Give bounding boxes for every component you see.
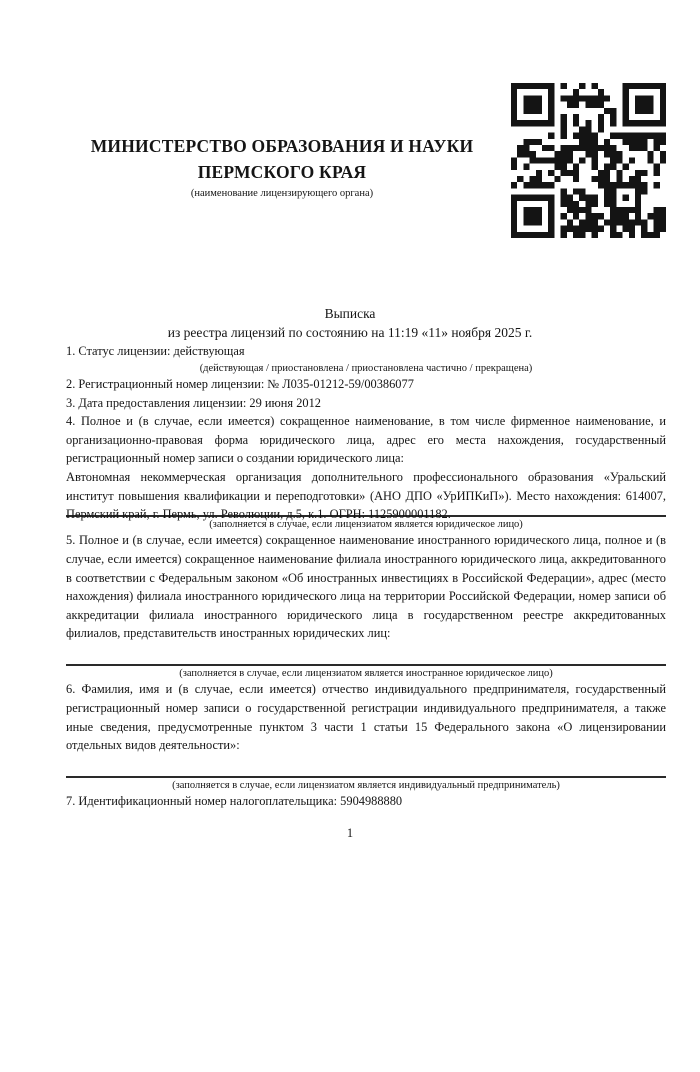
qr-code [511, 83, 666, 238]
item-7-taxpayer-number: 7. Идентификационный номер налогоплательщика: 5904988880 [66, 794, 403, 809]
ministry-caption: (наименование лицензирующего органа) [190, 188, 374, 199]
item-1-caption: (действующая / приостановлена / приостановлена частично / прекращена) [199, 362, 533, 374]
item-6-field-line [66, 776, 666, 778]
document-title [50, 304, 650, 342]
item-3-grant-date: 3. Дата предоставления лицензии: 29 июня 2012 [66, 395, 322, 410]
title-line2: из реестра лицензий по состоянию на 11:19 «11» ноября 2025 г. [167, 325, 533, 340]
item-5-question: 5. Полное и (в случае, если имеется) сокращенное наименование иностранного юридического лица, полное и (в случае, если имеется) сокращенное наименование филиала иностранного юридического лица, аккредитованного в соответствии с Федеральным законом «Об иностранных инвестициях в Российской Федерации», адрес (место нахождения) филиала иностранного юридического лица на территории Российской Федерации, номер записи об аккредитации филиала иностранного юридического лица в государственном реестре аккредитованных филиалов, представительств иностранных юридических лиц: [66, 533, 666, 641]
item-5-field-line [66, 664, 666, 666]
item-2-registration-number: 2. Регистрационный номер лицензии: № Л035-01212-59/00386077 [66, 377, 414, 392]
document-header [66, 83, 666, 238]
ministry-name-line1: МИНИСТЕРСТВО ОБРАЗОВАНИЯ И НАУКИ [90, 136, 474, 156]
item-6-question: 6. Фамилия, имя и (в случае, если имеется) отчество индивидуального предпринимателя, государственный регистрационный номер записи о государственной регистрации индивидуального предпринимателя, а также иные сведения, предусмотренные пунктом 3 части 1 статьи 15 Федерального закона «О лицензировании отдельных видов деятельности»: [66, 682, 666, 753]
ministry-name-line2: ПЕРМСКОГО КРАЯ [197, 162, 367, 182]
license-extract-page [0, 83, 700, 1072]
licensing-authority-block [66, 83, 498, 199]
item-5-caption: (заполняется в случае, если лицензиатом является иностранное юридическое лицо) [179, 667, 553, 679]
item-1-license-status: 1. Статус лицензии: действующая [66, 344, 245, 358]
item-4-answer: Автономная некоммерческая организация дополнительного профессионального образования «Уральский институт повышения квалификации и переподготовки» (АНО ДПО «УрИПКиП»). Место нахождения: 614007, Пермский край, г. Пермь, ул. Революции, д.5, к.1. ОГРН: 1125900001182. [66, 470, 666, 522]
item-4-question: 4. Полное и (в случае, если имеется) сокращенное наименование, в том числе фирменное наименование, и организационно-правовая форма юридического лица, адрес его места нахождения, государственный регистрационный номер записи о создании юридического лица: [66, 414, 666, 466]
page-number: 1 [346, 825, 354, 840]
item-6-caption: (заполняется в случае, если лицензиатом является индивидуальный предприниматель) [172, 779, 560, 791]
item-4-caption: (заполняется в случае, если лицензиатом является юридическое лицо) [209, 518, 523, 530]
title-line1: Выписка [324, 306, 376, 321]
